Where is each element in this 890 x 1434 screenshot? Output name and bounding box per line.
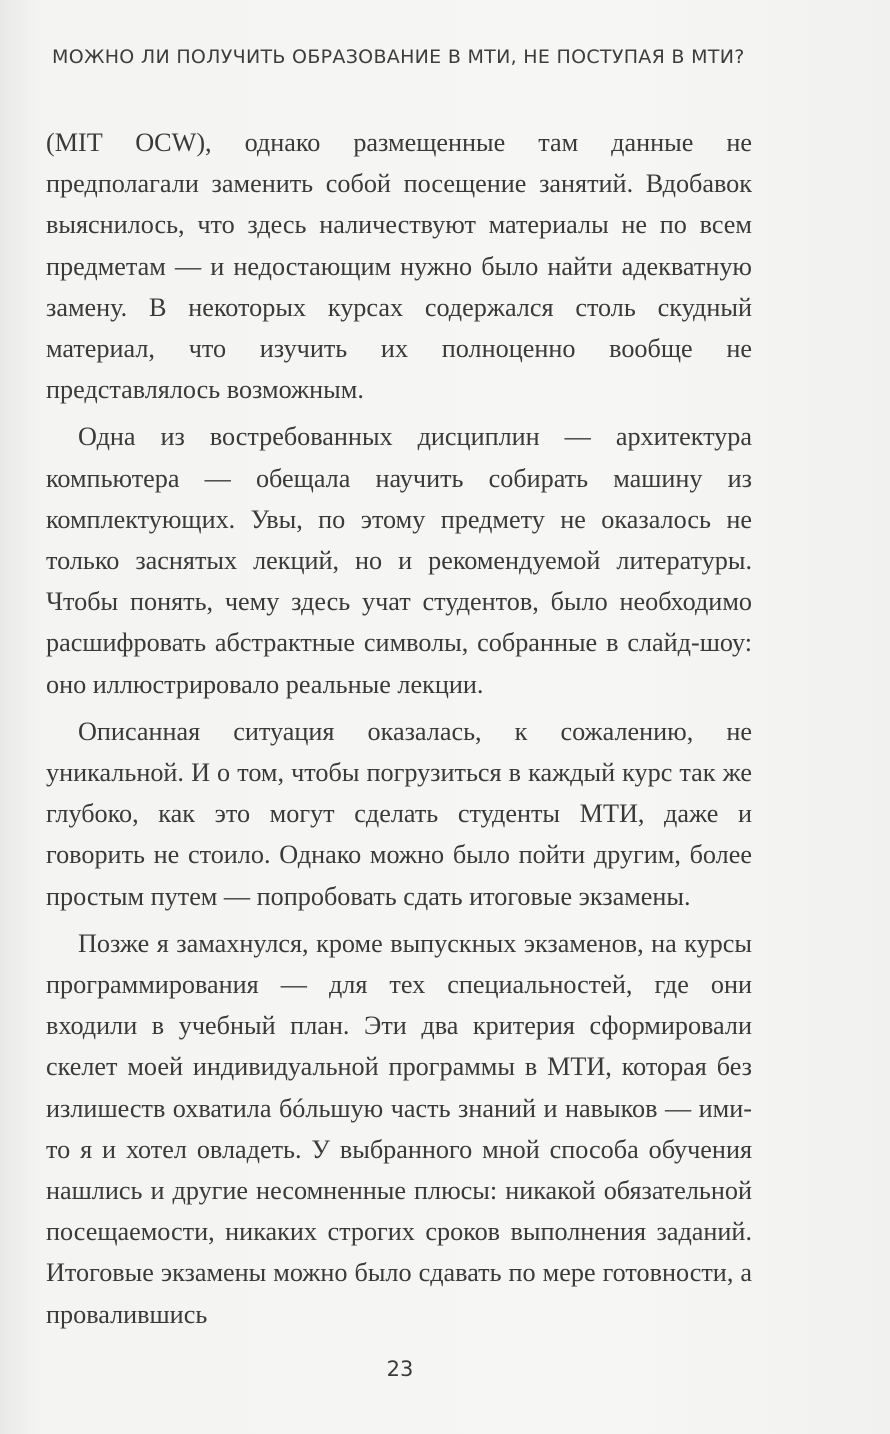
body-text — [46, 122, 752, 1335]
paragraph: Описанная ситуация оказалась, к сожалению, не уникальной. И о том, чтобы погрузиться в каждый курс так же глубоко, как это могут сделать студенты МТИ, даже и говорить не стоило. Однако можно было пойти другим, более простым путем — попробовать сдать итоговые экзамены. — [46, 716, 752, 911]
running-title: МОЖНО ЛИ ПОЛУЧИТЬ ОБРАЗОВАНИЕ В МТИ, НЕ ПОСТУПАЯ В МТИ? — [52, 46, 745, 68]
paragraph-continued: (MIT OCW), однако размещенные там данные не предполагали заменить собой посещение занятий. Вдобавок выяснилось, что здесь наличествуют материалы не по всем предметам — и недостающим нужно было найти адекватную замену. В некоторых курсах содержался столь скудный материал, что изучить их полноценно вообще не представлялось возможным. — [46, 128, 752, 405]
paragraph: Позже я замахнулся, кроме выпускных экзаменов, на курсы программирования — для тех специальностей, где они входили в учебный план. Эти два критерия сформировали скелет моей индивидуальной программы в МТИ, которая без излишеств охватила бóльшую часть знаний и навыков — ими-то я и хотел овладеть. У выбранного мной способа обучения нашлись и другие несомненные плюсы: никакой обязательной посещаемости, никаких строгих сроков выполнения заданий. Итоговые экзамены можно было сдавать по мере готовности, а провалившись — [46, 928, 752, 1329]
paragraph: Одна из востребованных дисциплин — архитектура компьютера — обещала научить собирать машину из комплектующих. Увы, по этому предмету не оказалось не только заснятых лекций, но и рекомендуемой литературы. Чтобы понять, чему здесь учат студентов, было необходимо расшифровать абстрактные символы, собранные в слайд-шоу: оно иллюстрировало реальные лекции. — [46, 422, 752, 699]
page-number: 23 — [386, 1357, 414, 1381]
